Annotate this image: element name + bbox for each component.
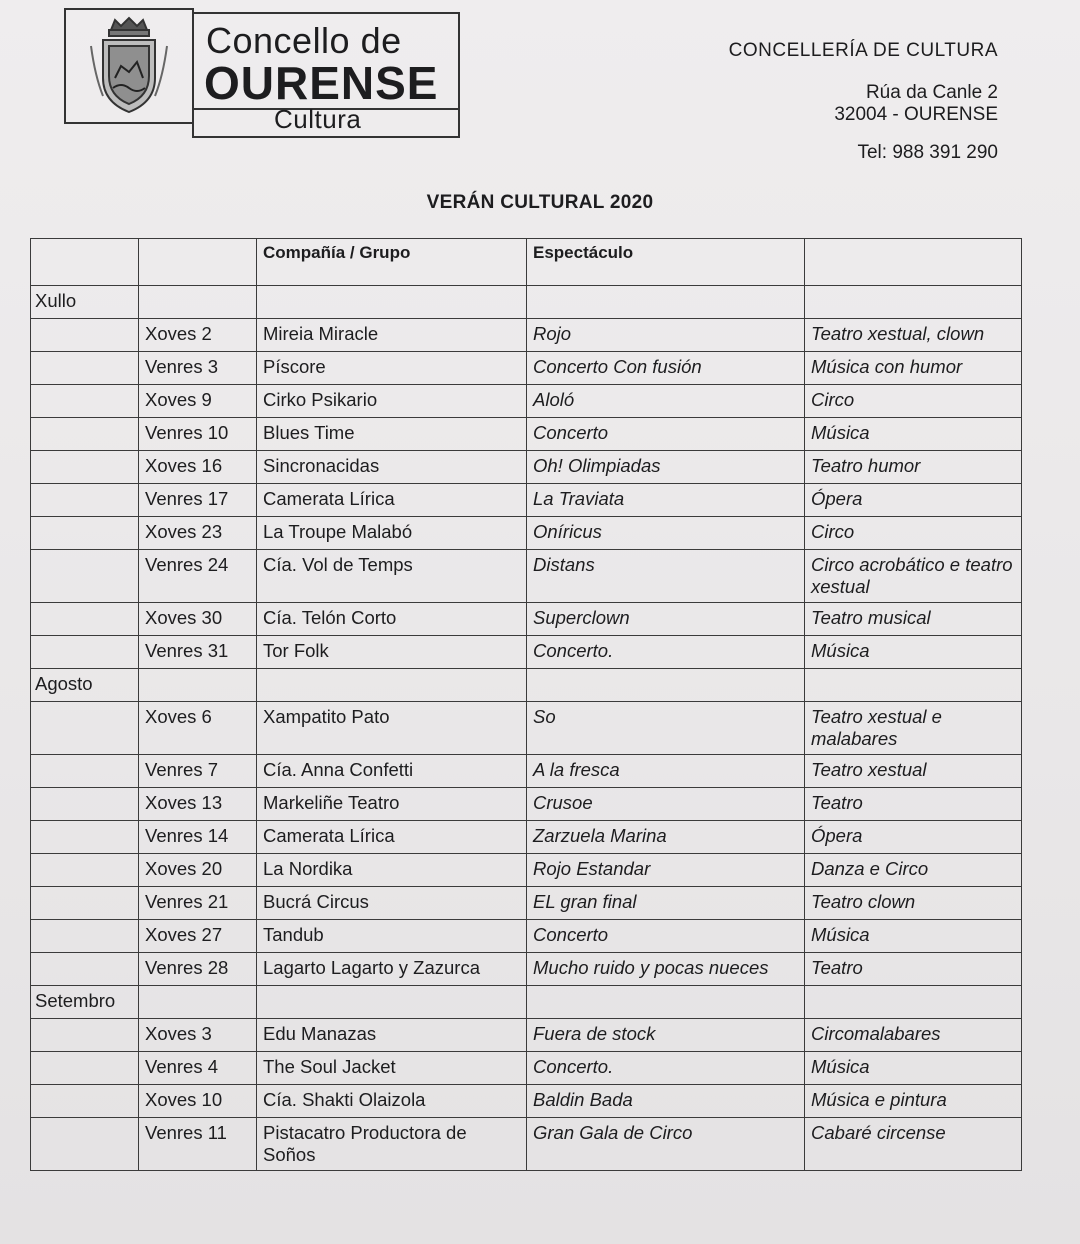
month-cell — [31, 854, 139, 887]
month-label: Setembro — [31, 986, 139, 1019]
show-cell: Concerto Con fusión — [527, 352, 805, 385]
phone-number: Tel: 988 391 290 — [857, 141, 998, 163]
date-cell: Venres 14 — [139, 821, 257, 854]
month-cell — [31, 484, 139, 517]
genre-cell: Música — [805, 636, 1022, 669]
table-header-row — [31, 239, 1022, 286]
month-cell — [31, 636, 139, 669]
genre-cell: Danza e Circo — [805, 854, 1022, 887]
group-cell: Cía. Telón Corto — [257, 603, 527, 636]
month-row-september — [31, 986, 1022, 1019]
show-cell: Aloló — [527, 385, 805, 418]
genre-cell: Música con humor — [805, 352, 1022, 385]
genre-cell: Ópera — [805, 821, 1022, 854]
genre-cell: Teatro xestual — [805, 755, 1022, 788]
show-cell: EL gran final — [527, 887, 805, 920]
document-title: VERÁN CULTURAL 2020 — [426, 192, 654, 213]
month-cell — [31, 953, 139, 986]
street-address: Rúa da Canle 2 — [865, 81, 998, 103]
date-cell: Venres 3 — [139, 352, 257, 385]
show-cell: Rojo — [527, 319, 805, 352]
date-cell: Xoves 30 — [139, 603, 257, 636]
group-cell: Cía. Anna Confetti — [257, 755, 527, 788]
show-cell: Fuera de stock — [527, 1019, 805, 1052]
month-cell — [31, 352, 139, 385]
group-cell: Cía. Shakti Olaizola — [257, 1085, 527, 1118]
table-row — [31, 418, 1022, 451]
month-cell — [31, 788, 139, 821]
table-row — [31, 451, 1022, 484]
group-cell: Tandub — [257, 920, 527, 953]
date-cell: Xoves 23 — [139, 517, 257, 550]
header-group: Compañía / Grupo — [257, 239, 527, 286]
month-cell — [31, 517, 139, 550]
date-cell: Venres 10 — [139, 418, 257, 451]
show-cell: Concerto — [527, 920, 805, 953]
show-cell: Distans — [527, 550, 805, 603]
postal-address: 32004 - OURENSE — [834, 103, 998, 125]
date-cell: Venres 7 — [139, 755, 257, 788]
month-cell — [31, 821, 139, 854]
table-row — [31, 702, 1022, 755]
month-label: Agosto — [31, 669, 139, 702]
genre-cell: Teatro xestual e malabares — [805, 702, 1022, 755]
table-row — [31, 1085, 1022, 1118]
show-cell: A la fresca — [527, 755, 805, 788]
brand-line-concello: Concello de — [206, 20, 402, 61]
group-cell: Tor Folk — [257, 636, 527, 669]
group-cell: Píscore — [257, 352, 527, 385]
month-cell — [31, 755, 139, 788]
group-cell: Blues Time — [257, 418, 527, 451]
group-cell: Mireia Miracle — [257, 319, 527, 352]
date-cell: Venres 31 — [139, 636, 257, 669]
genre-cell: Teatro — [805, 788, 1022, 821]
group-cell: Edu Manazas — [257, 1019, 527, 1052]
table-row — [31, 319, 1022, 352]
table-row — [31, 517, 1022, 550]
month-cell — [31, 385, 139, 418]
group-cell: The Soul Jacket — [257, 1052, 527, 1085]
month-cell — [31, 1085, 139, 1118]
month-row-august — [31, 669, 1022, 702]
table-row — [31, 1052, 1022, 1085]
show-cell: Oh! Olimpiadas — [527, 451, 805, 484]
date-cell: Xoves 10 — [139, 1085, 257, 1118]
date-cell: Xoves 20 — [139, 854, 257, 887]
genre-cell: Teatro clown — [805, 887, 1022, 920]
date-cell: Venres 28 — [139, 953, 257, 986]
date-cell: Xoves 27 — [139, 920, 257, 953]
date-cell: Xoves 16 — [139, 451, 257, 484]
month-cell — [31, 887, 139, 920]
brand-block — [192, 12, 460, 136]
genre-cell: Circo — [805, 385, 1022, 418]
show-cell: Gran Gala de Circo — [527, 1118, 805, 1171]
genre-cell: Circomalabares — [805, 1019, 1022, 1052]
month-cell — [31, 418, 139, 451]
august-rows — [31, 702, 1022, 986]
month-cell — [31, 702, 139, 755]
coat-of-arms-logo — [64, 8, 194, 124]
show-cell: Concerto — [527, 418, 805, 451]
date-cell: Venres 11 — [139, 1118, 257, 1171]
table-row — [31, 385, 1022, 418]
show-cell: Concerto. — [527, 1052, 805, 1085]
group-cell: Cía. Vol de Temps — [257, 550, 527, 603]
table-row — [31, 484, 1022, 517]
table-row — [31, 788, 1022, 821]
show-cell: Concerto. — [527, 636, 805, 669]
table-row — [31, 821, 1022, 854]
table-row — [31, 550, 1022, 603]
department-name: CONCELLERÍA DE CULTURA — [728, 40, 998, 61]
schedule-table — [30, 238, 1022, 1171]
month-cell — [31, 1052, 139, 1085]
table-row — [31, 920, 1022, 953]
genre-cell: Teatro humor — [805, 451, 1022, 484]
header-show: Espectáculo — [527, 239, 805, 286]
month-label: Xullo — [31, 286, 139, 319]
month-cell — [31, 451, 139, 484]
show-cell: Zarzuela Marina — [527, 821, 805, 854]
group-cell: Bucrá Circus — [257, 887, 527, 920]
month-cell — [31, 1118, 139, 1171]
table-row — [31, 352, 1022, 385]
brand-line-cultura: Cultura — [274, 104, 362, 134]
show-cell: La Traviata — [527, 484, 805, 517]
table-row — [31, 887, 1022, 920]
september-rows — [31, 1019, 1022, 1171]
date-cell: Xoves 13 — [139, 788, 257, 821]
table-row — [31, 1019, 1022, 1052]
genre-cell: Teatro musical — [805, 603, 1022, 636]
date-cell: Venres 4 — [139, 1052, 257, 1085]
group-cell: Lagarto Lagarto y Zazurca — [257, 953, 527, 986]
group-cell: Pistacatro Productora de Soños — [257, 1118, 527, 1171]
show-cell: Rojo Estandar — [527, 854, 805, 887]
group-cell: La Troupe Malabó — [257, 517, 527, 550]
brand-line-ourense: OURENSE — [204, 57, 439, 109]
genre-cell: Teatro xestual, clown — [805, 319, 1022, 352]
group-cell: Xampatito Pato — [257, 702, 527, 755]
show-cell: Baldin Bada — [527, 1085, 805, 1118]
table-row — [31, 1118, 1022, 1171]
month-row-july — [31, 286, 1022, 319]
address-block — [729, 40, 998, 163]
group-cell: La Nordika — [257, 854, 527, 887]
date-cell: Xoves 6 — [139, 702, 257, 755]
group-cell: Sincronacidas — [257, 451, 527, 484]
date-cell: Venres 24 — [139, 550, 257, 603]
date-cell: Xoves 3 — [139, 1019, 257, 1052]
genre-cell: Teatro — [805, 953, 1022, 986]
genre-cell: Cabaré circense — [805, 1118, 1022, 1171]
group-cell: Markeliñe Teatro — [257, 788, 527, 821]
genre-cell: Música — [805, 920, 1022, 953]
date-cell: Xoves 2 — [139, 319, 257, 352]
show-cell: Superclown — [527, 603, 805, 636]
genre-cell: Música e pintura — [805, 1085, 1022, 1118]
genre-cell: Circo acrobático e teatro xestual — [805, 550, 1022, 603]
table-row — [31, 755, 1022, 788]
show-cell: Oníricus — [527, 517, 805, 550]
crest-icon — [81, 16, 177, 116]
date-cell: Venres 17 — [139, 484, 257, 517]
group-cell: Camerata Lírica — [257, 484, 527, 517]
date-cell: Xoves 9 — [139, 385, 257, 418]
genre-cell: Música — [805, 418, 1022, 451]
month-cell — [31, 603, 139, 636]
genre-cell: Ópera — [805, 484, 1022, 517]
show-cell: So — [527, 702, 805, 755]
month-cell — [31, 319, 139, 352]
month-cell — [31, 550, 139, 603]
table-row — [31, 603, 1022, 636]
table-row — [31, 636, 1022, 669]
group-cell: Camerata Lírica — [257, 821, 527, 854]
show-cell: Crusoe — [527, 788, 805, 821]
table-row — [31, 953, 1022, 986]
group-cell: Cirko Psikario — [257, 385, 527, 418]
july-rows — [31, 319, 1022, 669]
show-cell: Mucho ruido y pocas nueces — [527, 953, 805, 986]
genre-cell: Música — [805, 1052, 1022, 1085]
month-cell — [31, 920, 139, 953]
month-cell — [31, 1019, 139, 1052]
table-row — [31, 854, 1022, 887]
date-cell: Venres 21 — [139, 887, 257, 920]
genre-cell: Circo — [805, 517, 1022, 550]
